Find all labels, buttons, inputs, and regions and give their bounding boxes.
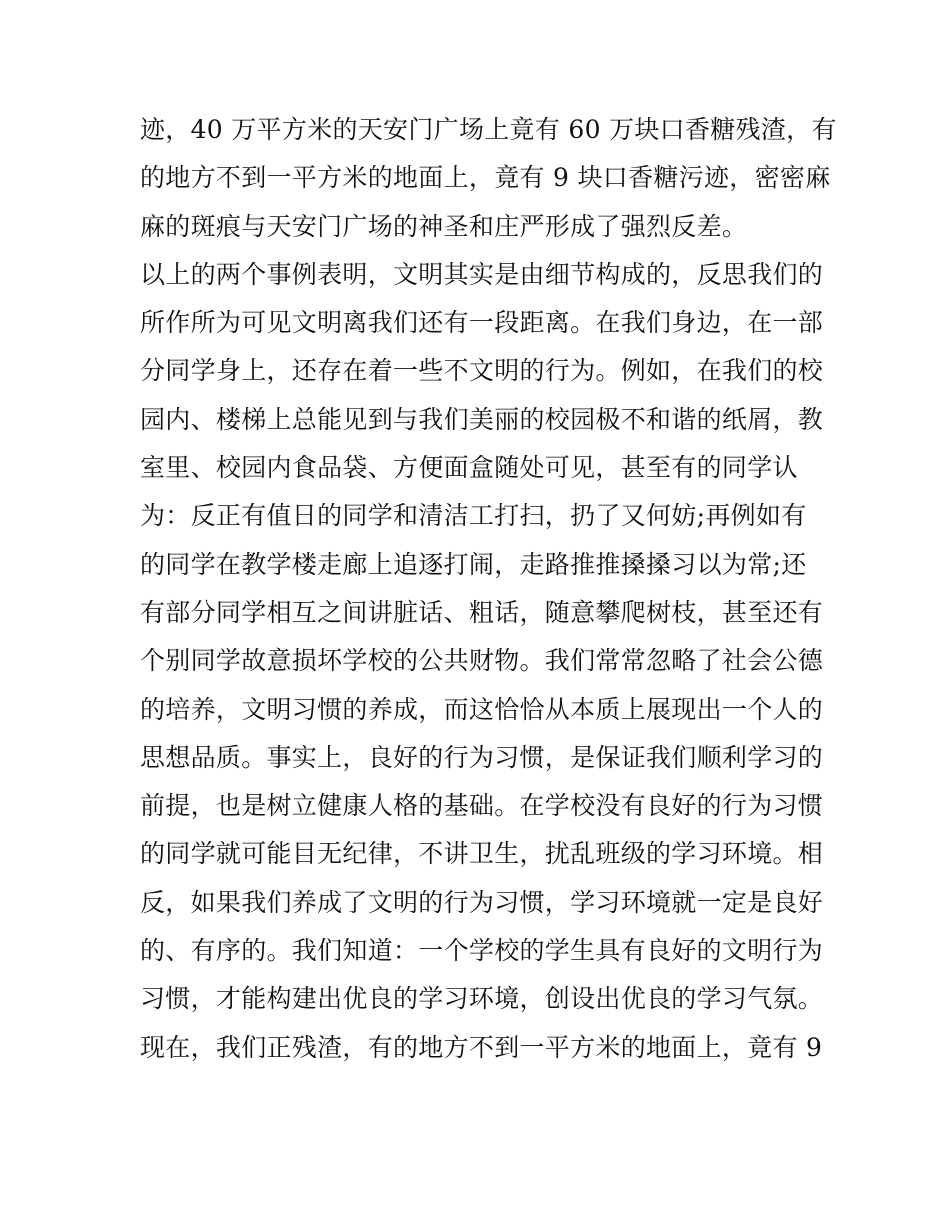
text-line: 有部分同学相互之间讲脏话、粗话，随意攀爬树枝，甚至还有 — [140, 597, 824, 627]
text-line: 反，如果我们养成了文明的行为习惯，学习环境就一定是良好 — [140, 887, 824, 917]
text-line: 迹，40 万平方米的天安门广场上竟有 60 万块口香糖残渣，有 — [140, 115, 837, 144]
text-line: 园内、楼梯上总能见到与我们美丽的校园极不和谐的纸屑，教 — [140, 404, 824, 434]
text-line: 以上的两个事例表明，文明其实是由细节构成的，反思我们的 — [140, 259, 824, 289]
text-line: 的、有序的。我们知道：一个学校的学生具有良好的文明行为 — [140, 936, 824, 966]
body-text — [140, 106, 837, 1072]
text-line: 麻的斑痕与天安门广场的神圣和庄严形成了强烈反差。 — [140, 211, 748, 241]
text-line: 的培养，文明习惯的养成，而这恰恰从本质上展现出一个人的 — [140, 694, 824, 724]
text-line: 的同学在教学楼走廊上追逐打闹，走路推推搡搡习以为常;还 — [140, 549, 807, 579]
text-line: 的同学就可能目无纪律，不讲卫生，扰乱班级的学习环境。相 — [140, 839, 824, 869]
text-line: 前提，也是树立健康人格的基础。在学校没有良好的行为习惯 — [140, 791, 824, 821]
text-line: 分同学身上，还存在着一些不文明的行为。例如，在我们的校 — [140, 356, 824, 386]
text-line: 所作所为可见文明离我们还有一段距离。在我们身边，在一部 — [140, 308, 824, 338]
text-line: 思想品质。事实上，良好的行为习惯，是保证我们顺利学习的 — [140, 742, 824, 772]
text-line: 为：反正有值日的同学和清洁工打扫，扔了又何妨;再例如有 — [140, 501, 807, 531]
text-line: 个别同学故意损坏学校的公共财物。我们常常忽略了社会公德 — [140, 646, 824, 676]
text-line: 现在，我们正残渣，有的地方不到一平方米的地面上，竟有 9 — [140, 1032, 823, 1062]
text-line: 习惯，才能构建出优良的学习环境，创设出优良的学习气氛。 — [140, 984, 824, 1014]
text-line: 的地方不到一平方米的地面上，竟有 9 块口香糖污迹，密密麻 — [140, 163, 831, 193]
text-line: 室里、校园内食品袋、方便面盒随处可见，甚至有的同学认 — [140, 453, 798, 483]
